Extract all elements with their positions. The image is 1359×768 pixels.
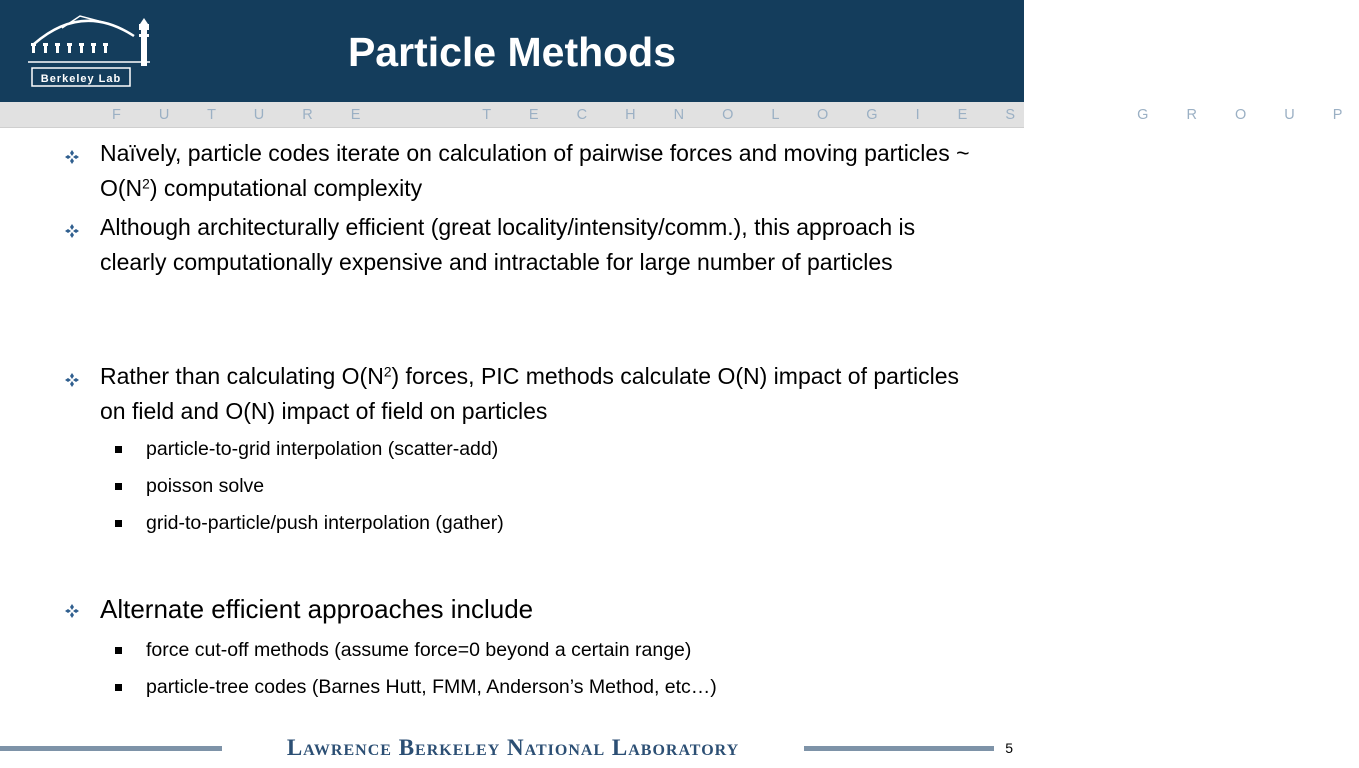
slide-header (0, 0, 1024, 102)
bullet-text: Although architecturally efficient (great locality/intensity/comm.), this approach is clearly computationally expensive and intractable for large number of particles (100, 214, 916, 275)
diamond-bullet-icon (64, 603, 80, 619)
sub-bullet-text: force cut-off methods (assume force=0 beyond a certain range) (146, 639, 692, 661)
footer-lab-name: Lawrence Berkeley National Laboratory (286, 735, 740, 760)
footer-rule-left (0, 746, 222, 751)
square-bullet-icon (115, 647, 122, 654)
sub-bullet-text: particle-tree codes (Barnes Hutt, FMM, Anderson’s Method, etc…) (146, 676, 717, 698)
group-label: F U T U R E T E C H N O L O G I E S G R O U P (112, 107, 1359, 123)
bullet-item (100, 136, 980, 205)
page-number: 5 (1005, 740, 1013, 756)
sub-bullet-item (146, 472, 986, 500)
bullet-text: Rather than calculating $O(N^2)$ forces, PIC methods calculate O(N) impact of particles on field and O(N) impact of field on particles (100, 363, 960, 424)
logo-label: Berkeley Lab (40, 73, 122, 85)
square-bullet-icon (115, 520, 122, 527)
diamond-bullet-icon (64, 149, 80, 165)
bullet-text: Naïvely, particle codes iterate on calculation of pairwise forces and moving particles ~ $O(N^2)$ computational complexity (100, 140, 970, 201)
slide-body (0, 130, 1024, 730)
sub-bullet-item (146, 636, 986, 664)
bullet-item (100, 210, 980, 279)
sub-bullet-text: poisson solve (146, 475, 265, 497)
group-label-bar (0, 102, 1359, 128)
diamond-bullet-icon (64, 223, 80, 239)
bullet-item (100, 590, 980, 628)
bullet-item (100, 359, 980, 428)
sub-bullet-item (146, 673, 986, 701)
sub-bullet-item (146, 435, 986, 463)
square-bullet-icon (115, 446, 122, 453)
diamond-bullet-icon (64, 372, 80, 388)
bullet-text: Alternate efficient approaches include (100, 594, 534, 624)
square-bullet-icon (115, 684, 122, 691)
square-bullet-icon (115, 483, 122, 490)
slide-title: Particle Methods (347, 29, 677, 75)
sub-bullet-item (146, 509, 986, 537)
sub-bullet-text: particle-to-grid interpolation (scatter-add) (146, 438, 499, 460)
footer-rule-right (804, 746, 994, 751)
sub-bullet-text: grid-to-particle/push interpolation (gather) (146, 512, 504, 534)
